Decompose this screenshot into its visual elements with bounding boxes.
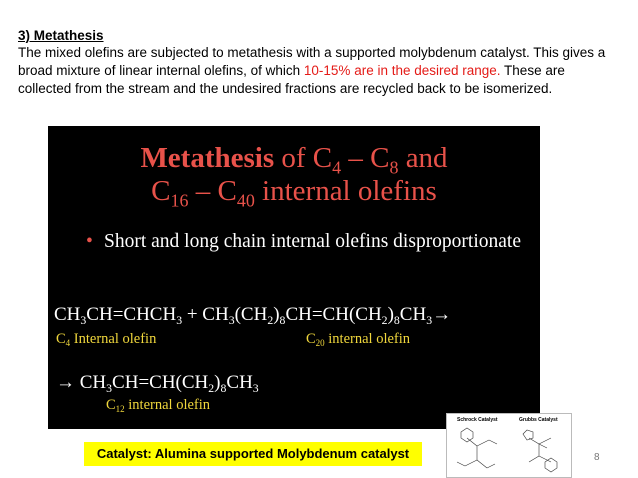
grubbs-catalyst-caption: Grubbs Catalyst <box>519 417 558 423</box>
reaction-equation-2: → $CH_3CH=CH(CH_2)_8CH_3$ <box>56 372 259 396</box>
slide-image <box>48 126 540 429</box>
paragraph-text-2: These are collected from the stream and the undesired fractions are recycled back to be isomerized. <box>18 63 565 96</box>
schrock-catalyst-caption: Schrock Catalyst <box>457 417 498 423</box>
bullet-text: Short and long chain internal olefins disproportionate <box>104 231 521 252</box>
catalyst-structure-drawing <box>447 414 571 477</box>
slide-title-line-2: $C_{16} - C_{40}$ internal olefins <box>151 175 437 211</box>
catalyst-label: Catalyst: Alumina supported Molybdenum catalyst <box>84 442 422 466</box>
slide-bullet <box>86 230 526 254</box>
slide-title <box>48 142 540 211</box>
label-c4-internal-olefin: $C_4$ Internal olefin <box>56 331 157 349</box>
arrow-right-icon: → <box>432 304 452 325</box>
label-c12-internal-olefin: $C_{12}$ internal olefin <box>106 397 211 415</box>
reaction-equation-1: $CH_3CH=CHCH_3 + CH_3(CH_2)_8CH=CH(CH_2)_8CH_3\to$ <box>54 304 452 328</box>
page-number: 8 <box>594 452 600 463</box>
body-paragraph <box>18 44 618 98</box>
paragraph-text-1: The mixed olefins are subjected to metathesis with a supported molybdenum catalyst. This gives a broad mixture of linear internal olefins, of which <box>18 45 606 78</box>
label-c20-internal-olefin: $C_{20}$ internal olefin <box>306 331 411 349</box>
arrow-right-icon: → <box>56 372 75 393</box>
slide-title-line-1: Metathesis of $C_4 - C_8$ and <box>140 142 448 178</box>
bullet-icon: • <box>86 231 93 252</box>
section-heading: 3) Metathesis <box>18 28 104 43</box>
catalyst-structures-image <box>446 413 572 478</box>
paragraph-highlight: 10-15% are in the desired range. <box>303 63 501 78</box>
